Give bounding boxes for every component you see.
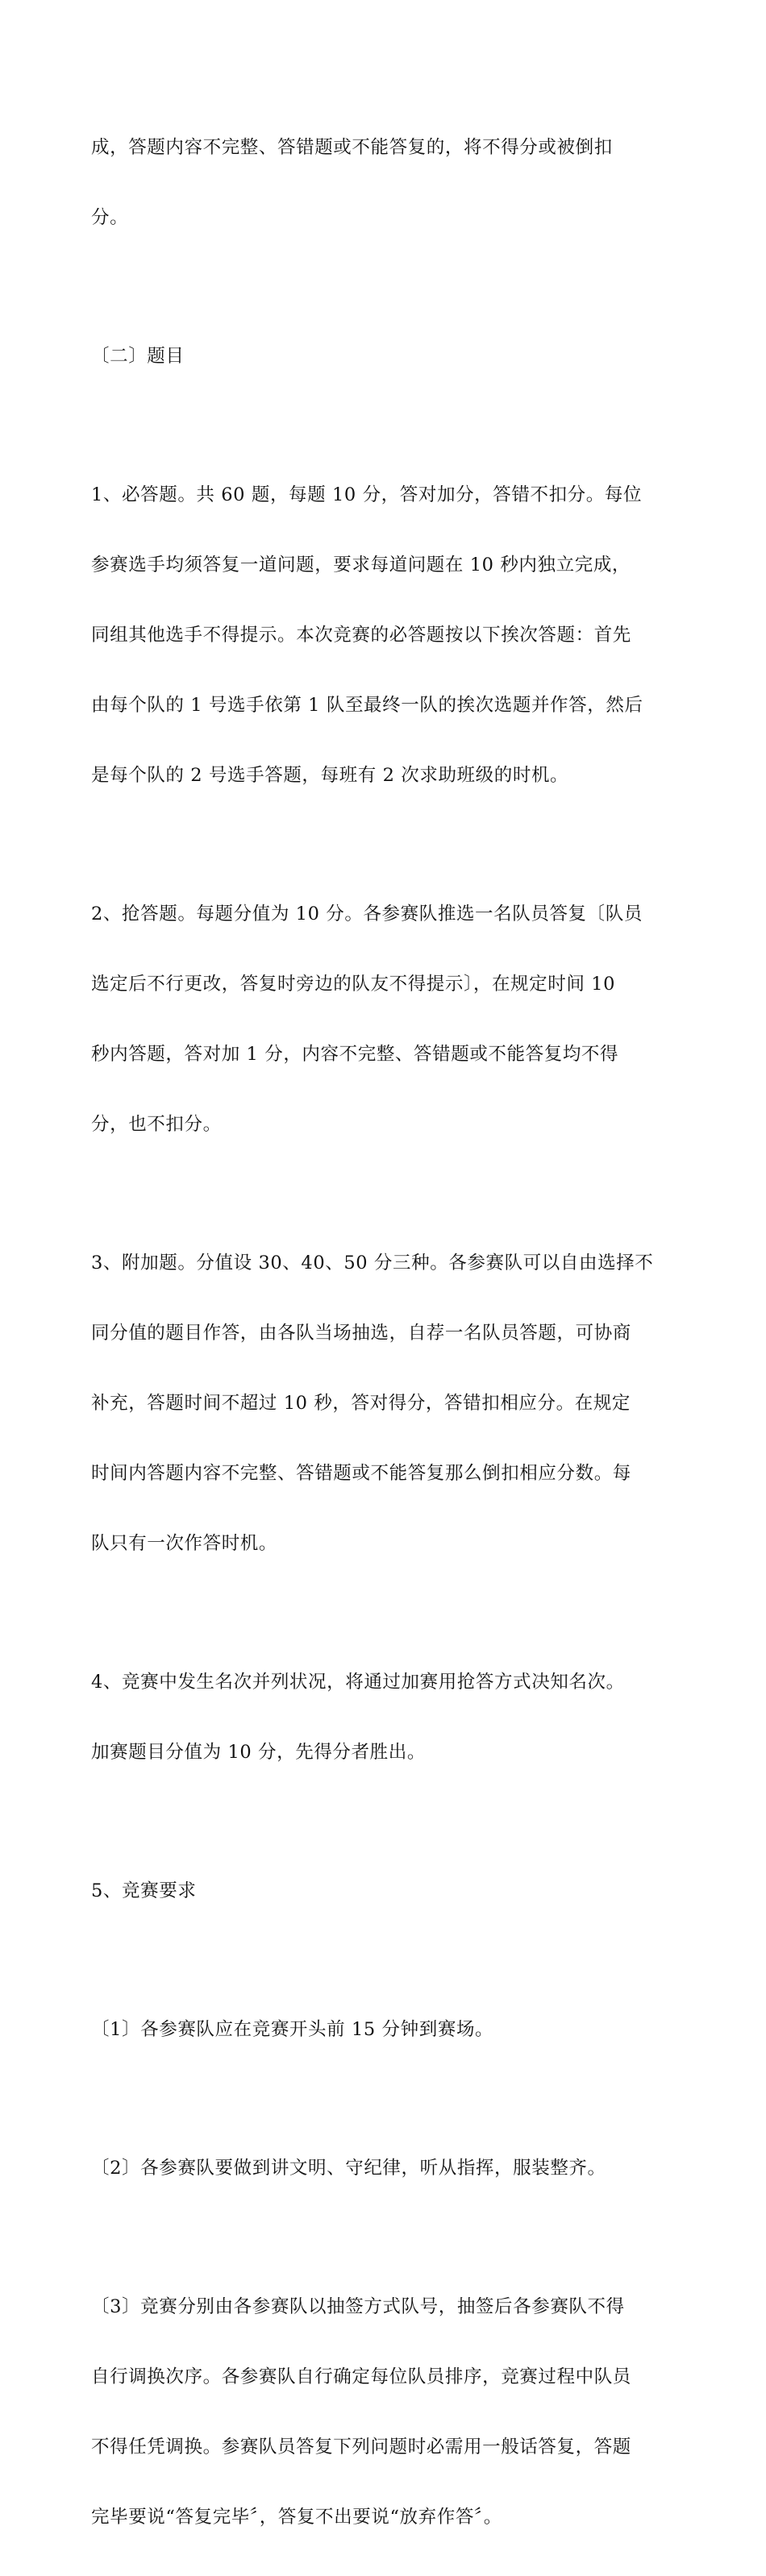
text-line: 〔2〕各参赛队要做到讲文明、守纪律，听从指挥，服装整齐。: [91, 2158, 606, 2179]
text-line: 4、竞赛中发生名次并列状况，将通过加赛用抢答方式决知名次。: [91, 1672, 625, 1693]
section-heading-requirements: [91, 1833, 675, 1950]
text-line: 不得任凭调换。参赛队员答复下列问题时必需用一般话答复，答题: [91, 2437, 631, 2458]
text-line: 秒内答题，答对加 1 分，内容不完整、答错题或不能答复均不得: [91, 1044, 619, 1065]
text-line: 2、抢答题。每题分值为 10 分。各参赛队推选一名队员答复〔队员: [91, 904, 643, 924]
text-line: 3、附加题。分值设 30、40、50 分三种。各参赛队可以自由选择不: [91, 1253, 654, 1273]
section-heading-questions: [91, 298, 675, 415]
requirement-item-1: [91, 1971, 675, 2088]
text-line: 成，答题内容不完整、答错题或不能答复的，将不得分或被倒扣: [91, 137, 613, 158]
requirement-item-2: [91, 2110, 675, 2227]
text-line: 完毕要说“答复完毕〞，答复不出要说“放弃作答〞。: [91, 2507, 502, 2528]
text-line: 补充，答题时间不超过 10 秒，答对得分，答错扣相应分。在规定: [91, 1393, 631, 1414]
text-line: 是每个队的 2 号选手答题，每班有 2 次求助班级的时机。: [91, 765, 569, 786]
document-page: [91, 89, 675, 2576]
text-line: 加赛题目分值为 10 分，先得分者胜出。: [91, 1742, 426, 1763]
paragraph-buzzer-questions: [91, 856, 675, 1183]
text-line: 〔二〕题目: [91, 346, 185, 367]
text-line: 自行调换次序。各参赛队自行确定每位队员排序，竞赛过程中队员: [91, 2366, 631, 2387]
text-line: 分。: [91, 207, 129, 228]
text-line: 同组其他选手不得提示。本次竞赛的必答题按以下挨次答题：首先: [91, 625, 631, 646]
text-line: 参赛选手均须答复一道问题，要求每道问题在 10 秒内独立完成，: [91, 555, 631, 575]
text-line: 5、竞赛要求: [91, 1880, 197, 1901]
paragraph-required-questions: [91, 437, 675, 834]
text-line: 〔1〕各参赛队应在竞赛开头前 15 分钟到赛场。: [91, 2019, 494, 2040]
text-line: 队只有一次作答时机。: [91, 1533, 278, 1554]
text-line: 选定后不行更改，答复时旁边的队友不得提示〕，在规定时间 10: [91, 974, 616, 995]
paragraph-bonus-questions: [91, 1205, 675, 1602]
text-line: 〔3〕竞赛分别由各参赛队以抽签方式队号，抽签后各参赛队不得: [91, 2296, 625, 2317]
requirement-item-3: [91, 2249, 675, 2576]
text-line: 同分值的题目作答，由各队当场抽选，自荐一名队员答题，可协商: [91, 1323, 631, 1344]
text-line: 时间内答题内容不完整、答错题或不能答复那么倒扣相应分数。每: [91, 1463, 631, 1484]
text-line: 1、必答题。共 60 题，每题 10 分，答对加分，答错不扣分。每位: [91, 484, 643, 505]
paragraph-scoring-continuation: [91, 89, 675, 276]
text-line: 分，也不扣分。: [91, 1114, 222, 1135]
text-line: 由每个队的 1 号选手依第 1 队至最终一队的挨次选题并作答，然后: [91, 695, 643, 716]
paragraph-tiebreak: [91, 1624, 675, 1811]
